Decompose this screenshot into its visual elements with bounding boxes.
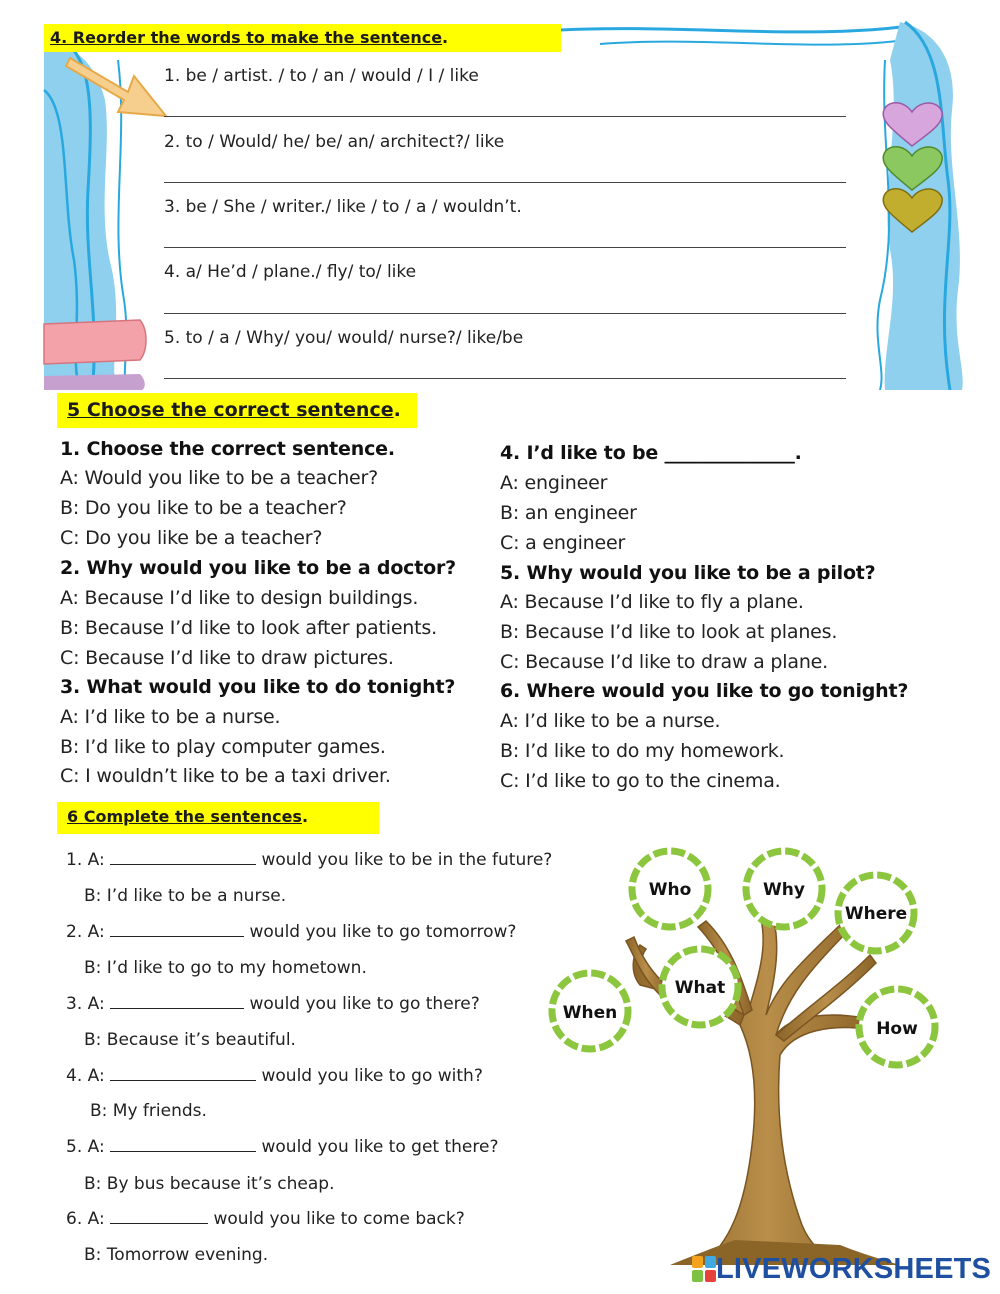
q4-prompt: 4. I’d like to be ______________. [500, 442, 802, 464]
question-word-tree [540, 845, 980, 1265]
q5-prompt: 5. Why would you like to be a pilot? [500, 562, 876, 584]
q3-option-a[interactable]: A: I’d like to be a nurse. [60, 706, 281, 728]
q6-option-c[interactable]: C: I’d like to go to the cinema. [500, 770, 781, 792]
reorder-item-4: 4. a/ He’d / plane./ fly/ to/ like [164, 262, 417, 282]
complete-answer-1: B: I’d like to be a nurse. [84, 886, 287, 906]
q5-option-a[interactable]: A: Because I’d like to fly a plane. [500, 591, 804, 613]
item-question: would you like to be in the future? [261, 850, 553, 870]
reorder-item-5: 5. to / a / Why/ you/ would/ nurse?/ like/be [164, 328, 524, 348]
q3-option-c[interactable]: C: I wouldn’t like to be a taxi driver. [60, 765, 391, 787]
section6-heading-text: 6 Complete the sentences [67, 807, 302, 826]
q6-option-a[interactable]: A: I’d like to be a nurse. [500, 710, 721, 732]
item-number: 3. A: [66, 994, 105, 1014]
q2-option-a[interactable]: A: Because I’d like to design buildings. [60, 587, 419, 609]
complete-answer-4: B: My friends. [90, 1101, 207, 1121]
q1-option-a[interactable]: A: Would you like to be a teacher? [60, 467, 379, 489]
complete-item-2 [66, 922, 516, 942]
fill-blank-1[interactable] [110, 851, 256, 865]
section5-heading [67, 399, 401, 421]
section4-heading-text: 4. Reorder the words to make the sentence [50, 28, 443, 47]
reorder-item-1: 1. be / artist. / to / an / would / I / like [164, 66, 479, 86]
item-number: 6. A: [66, 1209, 105, 1229]
item-question: would you like to go there? [249, 994, 480, 1014]
word-when: When [562, 1003, 618, 1023]
q4-option-b[interactable]: B: an engineer [500, 502, 637, 524]
complete-item-6 [66, 1209, 465, 1229]
q6-prompt: 6. Where would you like to go tonight? [500, 680, 909, 702]
word-bubble-what [662, 949, 738, 1025]
liveworksheets-logo [692, 1252, 991, 1286]
q2-option-b[interactable]: B: Because I’d like to look after patients. [60, 617, 437, 639]
complete-item-1 [66, 850, 552, 870]
section5-heading-text: 5 Choose the correct sentence [67, 399, 394, 421]
reorder-item-2: 2. to / Would/ he/ be/ an/ architect?/ like [164, 132, 505, 152]
fill-blank-3[interactable] [110, 995, 244, 1009]
complete-item-3 [66, 994, 480, 1014]
word-why: Why [763, 880, 805, 900]
word-bubble-how [859, 989, 935, 1065]
word-bubble-who [632, 851, 708, 927]
q2-option-c[interactable]: C: Because I’d like to draw pictures. [60, 647, 394, 669]
word-bubble-when [552, 973, 628, 1049]
complete-answer-3: B: Because it’s beautiful. [84, 1030, 296, 1050]
complete-item-5 [66, 1137, 498, 1157]
q5-option-c[interactable]: C: Because I’d like to draw a plane. [500, 651, 828, 673]
fill-blank-5[interactable] [110, 1138, 256, 1152]
q1-prompt: 1. Choose the correct sentence. [60, 438, 395, 460]
q4-option-a[interactable]: A: engineer [500, 472, 608, 494]
item-question: would you like to go tomorrow? [249, 922, 517, 942]
item-number: 1. A: [66, 850, 105, 870]
tree-trunk [626, 897, 876, 1265]
q1-option-c[interactable]: C: Do you like be a teacher? [60, 527, 323, 549]
answer-line-1[interactable] [164, 116, 846, 117]
section5-heading-end: . [393, 399, 401, 421]
answer-line-3[interactable] [164, 247, 846, 248]
item-question: would you like to go with? [261, 1066, 483, 1086]
complete-answer-2: B: I’d like to go to my hometown. [84, 958, 367, 978]
item-number: 5. A: [66, 1137, 105, 1157]
word-who: Who [648, 880, 692, 900]
section6-heading [67, 807, 308, 826]
fill-blank-4[interactable] [110, 1067, 256, 1081]
item-question: would you like to come back? [213, 1209, 465, 1229]
section4-heading-end: . [442, 28, 449, 47]
complete-item-4 [66, 1066, 483, 1086]
q3-prompt: 3. What would you like to do tonight? [60, 676, 456, 698]
word-bubble-where [838, 875, 914, 951]
logo-icon [692, 1256, 716, 1282]
fill-blank-2[interactable] [110, 923, 244, 937]
q6-option-b[interactable]: B: I’d like to do my homework. [500, 740, 785, 762]
answer-line-2[interactable] [164, 182, 846, 183]
word-what: What [674, 978, 726, 998]
q1-option-b[interactable]: B: Do you like to be a teacher? [60, 497, 347, 519]
q4-option-c[interactable]: C: a engineer [500, 532, 626, 554]
complete-answer-5: B: By bus because it’s cheap. [84, 1174, 335, 1194]
item-number: 2. A: [66, 922, 105, 942]
section4-heading [50, 28, 448, 47]
reorder-item-3: 3. be / She / writer./ like / to / a / wouldn’t. [164, 197, 522, 217]
q2-prompt: 2. Why would you like to be a doctor? [60, 557, 456, 579]
logo-text: LIVEWORKSHEETS [716, 1252, 992, 1285]
item-number: 4. A: [66, 1066, 105, 1086]
word-where: Where [844, 904, 908, 924]
word-bubble-why [746, 851, 822, 927]
item-question: would you like to get there? [261, 1137, 499, 1157]
answer-line-4[interactable] [164, 313, 846, 314]
q5-option-b[interactable]: B: Because I’d like to look at planes. [500, 621, 838, 643]
fill-blank-6[interactable] [110, 1210, 208, 1224]
word-how: How [876, 1019, 918, 1039]
section6-heading-end: . [301, 807, 309, 826]
q3-option-b[interactable]: B: I’d like to play computer games. [60, 736, 386, 758]
complete-answer-6: B: Tomorrow evening. [84, 1245, 269, 1265]
answer-line-5[interactable] [164, 378, 846, 379]
